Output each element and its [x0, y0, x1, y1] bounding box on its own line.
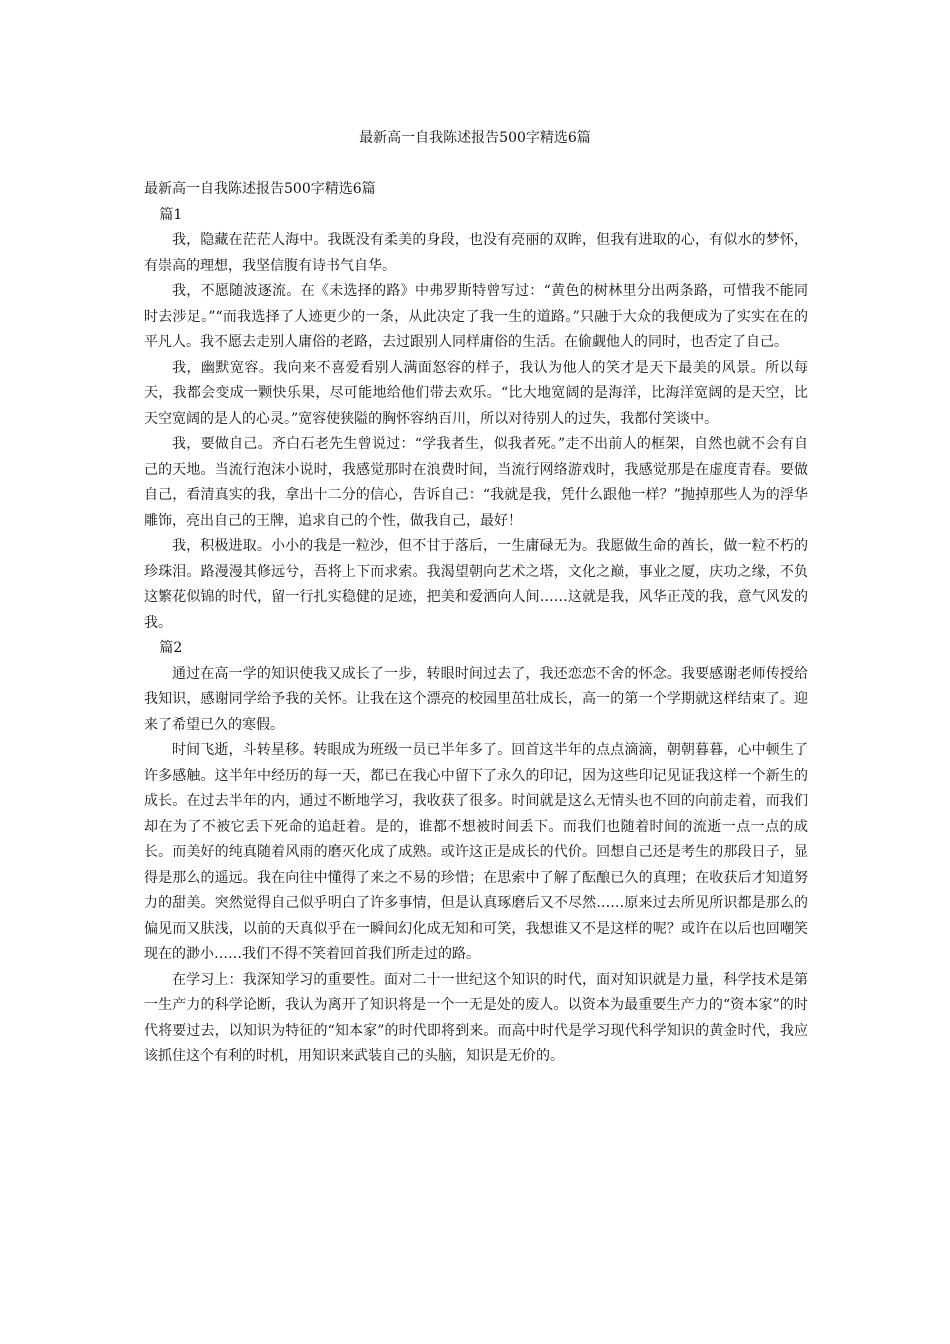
- section-2-paragraph-1: 通过在高一学的知识使我又成长了一步，转眼时间过去了，我还恋恋不舍的怀念。我要感谢老师传授给我知识，感谢同学给予我的关怀。让我在这个漂亮的校园里茁壮成长，高一的第一个学期就这样结束了。迎来了希望已久的寒假。: [144, 665, 808, 733]
- document-heading: 最新高一自我陈述报告500字精选6篇: [144, 181, 376, 197]
- section-2-paragraph-2: 时间飞逝，斗转星移。转眼成为班级一员已半年多了。回首这半年的点点滴滴，朝朝暮暮，心中顿生了许多感触。这半年中经历的每一天，都已在我心中留下了永久的印记，因为这些印记见证我这样一个新生的成长。在过去半年的内，通过不断地学习，我收获了很多。时间就是这么无情头也不回的向前走着，而我们却在为了不被它丢下死命的追赶着。是的，谁都不想被时间丢下。而我们也随着时间的流逝一点一点的成长。而美好的纯真随着风雨的磨灭化成了成熟。或许这正是成长的代价。回想自己还是考生的那段日子，显得是那么的遥远。我在向往中懂得了来之不易的珍惜；在思索中了解了酝酿已久的真理；在收获后才知道努力的甜美。突然觉得自己似乎明白了许多事情，但是认真琢磨后又不尽然……原来过去所见所识都是那么的偏见而又肤浅，以前的天真似乎在一瞬间幻化成无知和可笑，我想谁又不是这样的呢？或许在以后也回嘲笑现在的渺小……我们不得不笑着回首我们所走过的路。: [144, 742, 808, 962]
- section-1-paragraph-1: 我，隐藏在茫茫人海中。我既没有柔美的身段，也没有亮丽的双眸，但我有进取的心，有似水的梦怀，有崇高的理想，我坚信腹有诗书气自华。: [144, 232, 808, 274]
- section-1-paragraph-5: 我，积极进取。小小的我是一粒沙，但不甘于落后，一生庸碌无为。我愿做生命的酋长，做一粒不朽的珍珠泪。路漫漫其修远兮，吾将上下而求索。我渴望朝向艺术之塔，文化之巅，事业之厦，庆功之缘，不负这繁花似锦的时代，留一行扎实稳健的足迹，把美和爱洒向人间……这就是我，风华正茂的我，意气风发的我。: [144, 538, 808, 631]
- section-1-paragraph-3: 我，幽默宽容。我向来不喜爱看别人满面怒容的样子，我认为他人的笑才是天下最美的风景。所以每天，我都会变成一颗快乐果，尽可能地给他们带去欢乐。“比大地宽阔的是海洋，比海洋宽阔的是天空，比天空宽阔的是人的心灵。”宽容使狭隘的胸怀容纳百川，所以对待别人的过失，我都付笑谈中。: [144, 359, 808, 427]
- page-title: 最新高一自我陈述报告500字精选6篇: [359, 130, 591, 146]
- section-1-paragraph-2: 我，不愿随波逐流。在《未选择的路》中弗罗斯特曾写过：“黄色的树林里分出两条路，可惜我不能同时去涉足。”“而我选择了人迹更少的一条，从此决定了我一生的道路。”只融于大众的我便成为了实实在在的平凡人。我不愿去走别人庸俗的老路，去过跟别人同样庸俗的生活。在偷觑他人的同时，也否定了自己。: [144, 283, 808, 350]
- section-2-label: 篇2: [159, 640, 183, 656]
- section-1-label: 篇1: [159, 206, 183, 223]
- section-2-paragraph-3: 在学习上：我深知学习的重要性。面对二十一世纪这个知识的时代，面对知识就是力量，科学技术是第一生产力的科学论断，我认为离开了知识将是一个一无是处的废人。以资本为最重要生产力的“资本家”的时代将要过去，以知识为特征的“知本家”的时代即将到来。而高中时代是学习现代科学知识的黄金时代，我应该抓住这个有利的时机，用知识来武装自己的头脑，知识是无价的。: [144, 971, 808, 1064]
- section-1-paragraph-4: 我，要做自己。齐白石老先生曾说过：“学我者生，似我者死。”走不出前人的框架，自然也就不会有自己的天地。当流行泡沫小说时，我感觉那时在浪费时间，当流行网络游戏时，我感觉那是在虚度青春。要做自己，看清真实的我，拿出十二分的信心，告诉自己：“我就是我，凭什么跟他一样？”抛掉那些人为的浮华雕饰，亮出自己的王牌，追求自己的个性，做我自己，最好！: [144, 436, 808, 529]
- document-body: [144, 177, 808, 1070]
